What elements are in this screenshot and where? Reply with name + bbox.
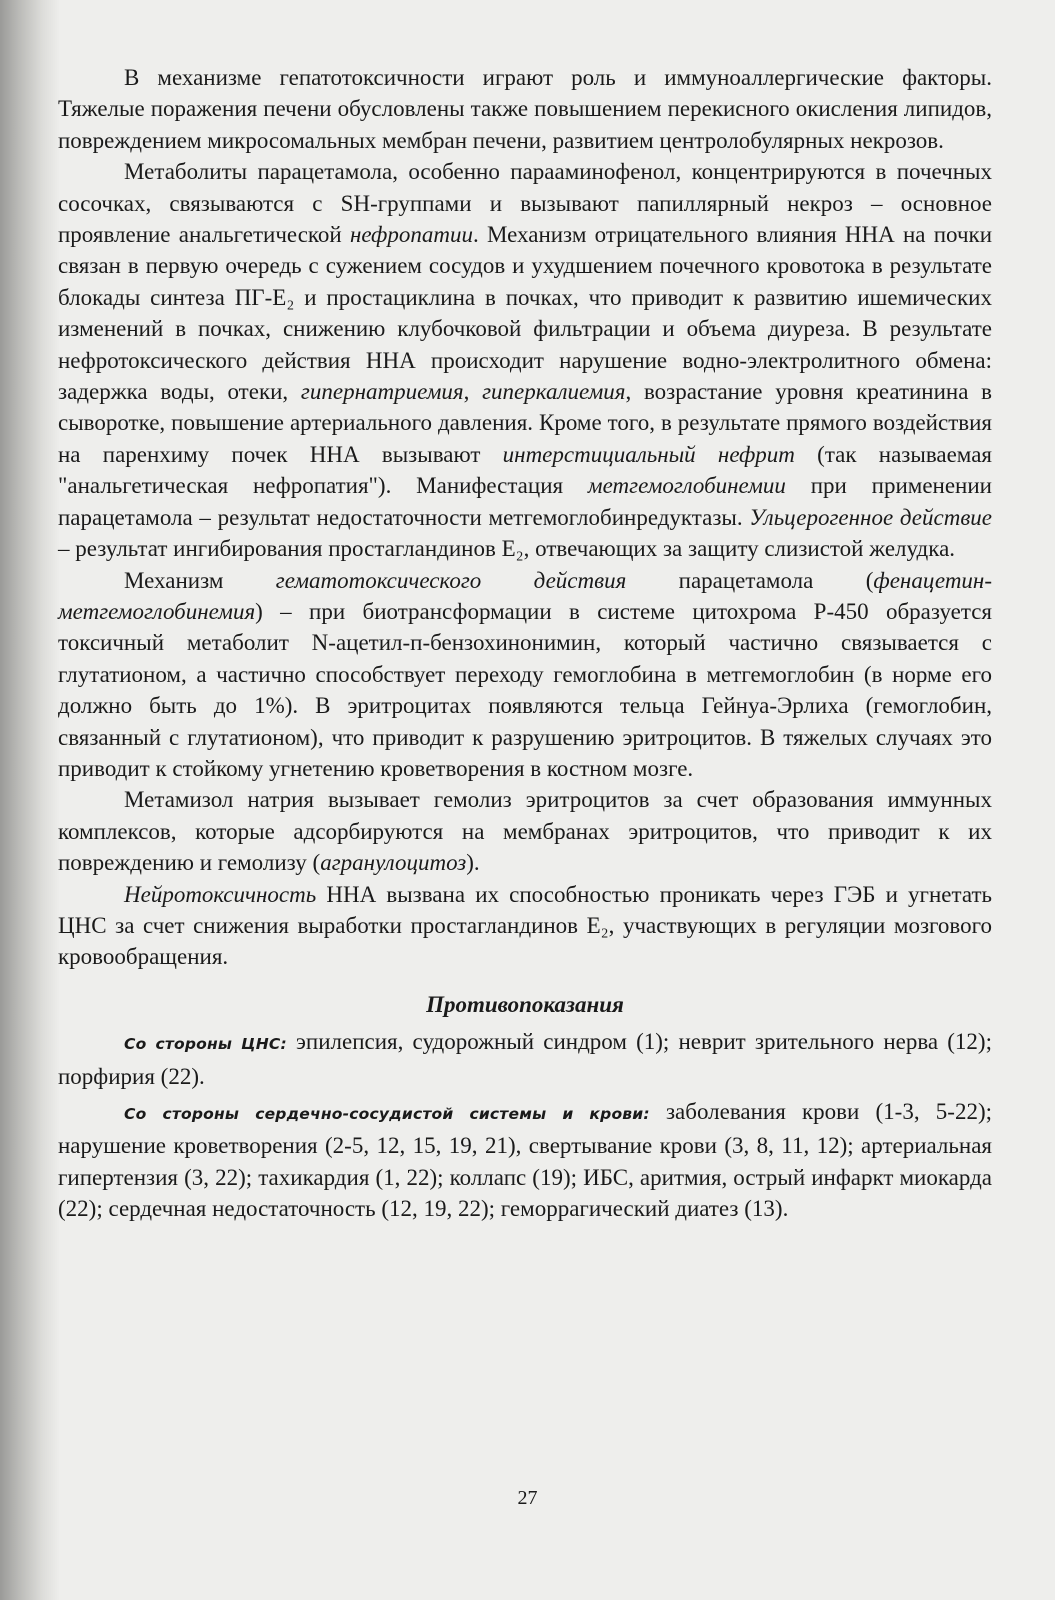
section-heading: Противопоказания [426, 991, 624, 1017]
text-run: Метаболиты парацетамола, особенно парааминофенол, концентрируются в почечных сосочках, связываются с SH-группами и вызывают папиллярный некроз – основное проявление анальгетической [58, 159, 992, 248]
italic-term: интерстициальный нефрит [502, 441, 795, 467]
italic-term: гиперкалиемия [482, 379, 626, 405]
text-run: , возрастание уровня креатинина в сыворотке, повышение артериального давления. Кроме того, в результате прямого воздействия на паренхиму почек ННА вызывают [58, 379, 993, 467]
scan-gutter-shadow [0, 0, 60, 1600]
body-paragraph [58, 565, 992, 785]
text-run: парацетамола ( [626, 567, 874, 593]
text-run: ) – при биотрансформации в системе цитохрома Р-450 образуется токсичный метаболит N-ацетил-п-бензохинонимин, который частично связывается с глутатионом, а частично способствует переходу гемоглобина в метгемоглобин (в норме его должно быть до 1%). В эритроцитах появляются тельца Гейнуа-Эрлиха (гемоглобин, связанный с глутатионом), что приводит к разрушению эритроцитов. В тяжелых случаях это приводит к стойкому угнетению кроветворения в костном мозге. [58, 598, 992, 781]
text-run: ). [466, 850, 480, 876]
body-paragraph [58, 62, 992, 156]
page-body [58, 62, 992, 1225]
contraindication-cardio [58, 1096, 992, 1225]
body-paragraphs [58, 62, 992, 973]
page-number: 27 [517, 1487, 538, 1509]
body-paragraph [58, 784, 992, 878]
italic-term: Нейротоксичность [124, 881, 317, 907]
text-run: (так называемая "анальгетическая нефропатия"). Манифестация [58, 441, 992, 499]
contraindication-text: эпилепсия, судорожный синдром (1); неврит зрительного нерва (12); порфирия (22). [58, 1029, 992, 1089]
italic-term: фенацетин-метгемоглобинемия [58, 567, 992, 624]
contraindication-cns [58, 1026, 992, 1092]
text-run: при применении парацетамола – результат недостаточности метгемоглобинредуктазы. [58, 473, 992, 530]
contraindication-label: Со стороны сердечно-сосудистой системы и крови: [124, 1105, 650, 1123]
text-run: – результат ингибирования простагландинов E₂, отвечающих за защиту слизистой желудка. [58, 536, 956, 562]
contraindication-text: заболевания крови (1-3, 5-22); нарушение кроветворения (2-5, 12, 15, 19, 21), свертывание крови (3, 8, 11, 12); артериальная гипертензия (3, 22); тахикардия (1, 22); коллапс (19); ИБС, аритмия, острый инфаркт миокарда (22); сердечная недостаточность (12, 19, 22); геморрагический диатез (13). [58, 1099, 992, 1222]
italic-term: гипернатриемия [300, 379, 464, 405]
contraindication-label: Со стороны ЦНС: [124, 1035, 287, 1054]
text-run: Механизм [124, 567, 276, 593]
text-run: В механизме гепатотоксичности играют роль и иммуноаллергические факторы. Тяжелые поражения печени обусловлены также повышением перекисного окисления липидов, повреждением микросомальных мембран печени, развитием центролобулярных некрозов. [58, 65, 992, 153]
body-paragraph [58, 879, 992, 973]
text-run: . Механизм отрицательного влияния ННА на почки связан в первую очередь с сужением сосудов и ухудшением почечного кровотока в результате блокады синтеза ПГ-E₂ и простациклина в почках, что приводит к развитию ишемических изменений в почках, снижению клубочковой фильтрации и объема диуреза. В результате нефротоксического действия ННА происходит нарушение водно-электролитного обмена: задержка воды, отеки, [58, 222, 992, 405]
text-run: ННА вызвана их способностью проникать через ГЭБ и угнетать ЦНС за счет снижения выработки простагландинов E₂, участвующих в регуляции мозгового кровообращения. [58, 881, 992, 970]
italic-term: Ульцерогенное действие [749, 504, 993, 530]
italic-term: гематотоксического действия [275, 567, 627, 593]
italic-term: нефропатии [349, 222, 473, 248]
body-paragraph [58, 156, 992, 564]
text-run: , [463, 379, 483, 405]
italic-term: метгемоглобинемии [587, 473, 786, 499]
text-run: Метамизол натрия вызывает гемолиз эритроцитов за счет образования иммунных комплексов, которые адсорбируются на мембранах эритроцитов, что приводит к их повреждению и гемолизу ( [58, 787, 992, 876]
italic-term: агранулоцитоз [320, 850, 467, 876]
